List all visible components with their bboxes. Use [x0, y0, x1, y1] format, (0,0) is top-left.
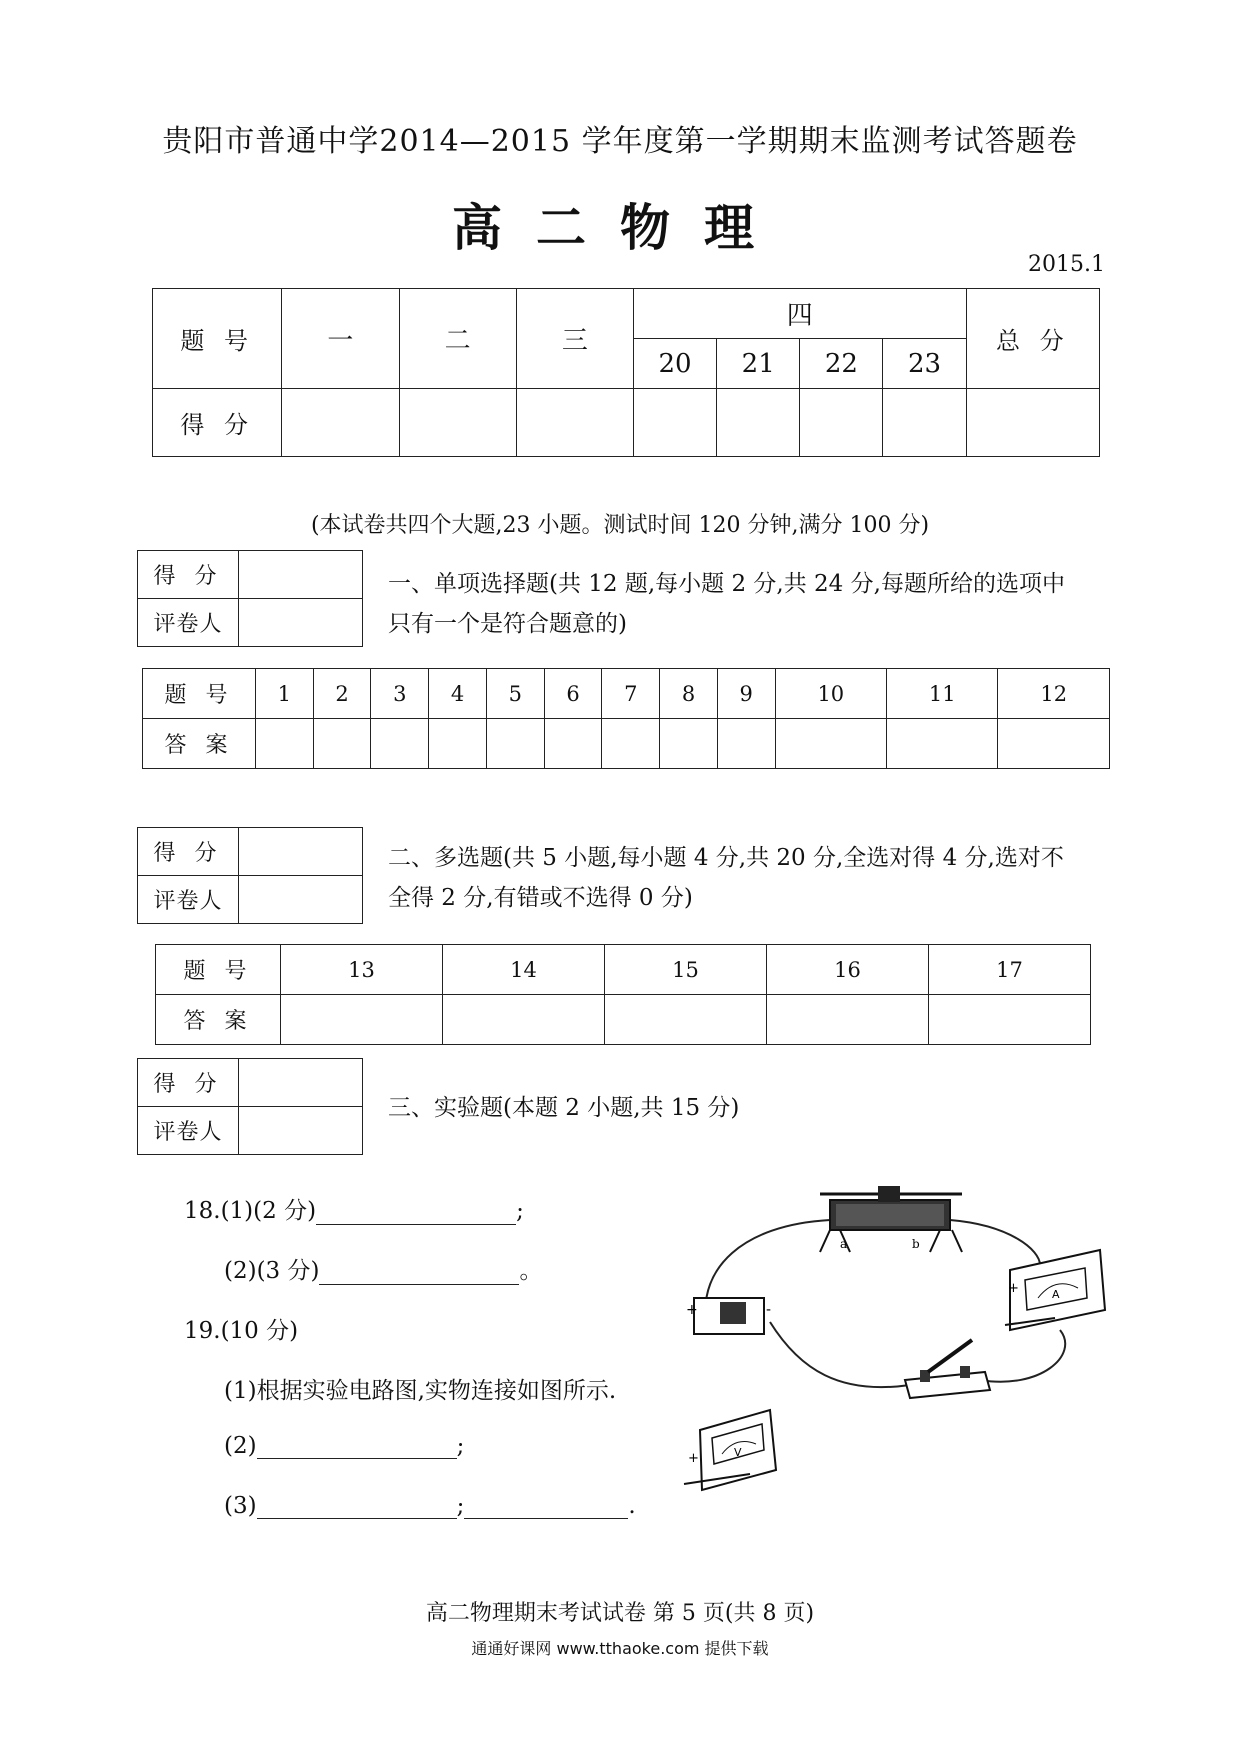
section2-heading-line1: 二、多选题(共 5 小题,每小题 4 分,共 20 分,全选对得 4 分,选对不	[388, 845, 1064, 871]
q18-part2	[224, 1252, 542, 1285]
q19-part2-end: ;	[456, 1433, 465, 1459]
s1-q10: 10	[775, 669, 886, 719]
grader-box-2	[137, 827, 363, 924]
circuit-wire	[950, 1220, 1040, 1265]
exam-note: (本试卷共四个大题,23 小题。测试时间 120 分钟,满分 100 分)	[310, 513, 930, 538]
grader-name-cell[interactable]	[239, 1107, 363, 1155]
col-section-four: 四	[633, 289, 966, 339]
col-section-two: 二	[399, 289, 516, 389]
score-cell[interactable]	[800, 389, 883, 457]
circuit-wire	[770, 1322, 910, 1387]
q19-part3-blank2[interactable]	[464, 1492, 628, 1519]
q18-part1	[184, 1192, 524, 1225]
section2-heading	[388, 838, 1118, 918]
s1-q3: 3	[371, 669, 429, 719]
col-q23: 23	[883, 339, 966, 389]
switch-icon	[905, 1340, 990, 1398]
score-cell[interactable]	[717, 389, 800, 457]
q19-part3-label: (3)	[224, 1493, 257, 1519]
col-section-three: 三	[516, 289, 633, 389]
s1-answer-cell[interactable]	[998, 719, 1110, 769]
s1-answer-cell[interactable]	[887, 719, 998, 769]
score-cell[interactable]	[883, 389, 966, 457]
circuit-diagram	[680, 1180, 1160, 1510]
s1-row-label: 题 号	[143, 669, 256, 719]
s1-answer-cell[interactable]	[313, 719, 371, 769]
s1-q6: 6	[544, 669, 602, 719]
row-label-question-no: 题 号	[153, 289, 282, 389]
grader-name-label: 评卷人	[138, 599, 239, 647]
s1-q12: 12	[998, 669, 1110, 719]
subject-title: 高二物理	[452, 198, 788, 257]
grader-score-cell[interactable]	[239, 828, 363, 876]
s2-answer-cell[interactable]	[443, 995, 605, 1045]
section3-heading: 三、实验题(本题 2 小题,共 15 分)	[388, 1095, 740, 1121]
q19-part1: (1)根据实验电路图,实物连接如图所示.	[224, 1378, 617, 1404]
grader-name-label: 评卷人	[138, 876, 239, 924]
s2-answer-cell[interactable]	[767, 995, 929, 1045]
battery-minus: -	[766, 1302, 772, 1318]
rheostat-a-label: a	[840, 1237, 848, 1251]
s1-answer-cell[interactable]	[486, 719, 544, 769]
section2-answer-table	[155, 944, 1091, 1045]
q18-part1-label: 18.(1)(2 分)	[184, 1198, 317, 1224]
q19-label: 19.(10 分)	[184, 1318, 299, 1344]
s2-answer-label: 答 案	[156, 995, 281, 1045]
s2-q13: 13	[281, 945, 443, 995]
q18-part2-end: 。	[519, 1258, 543, 1284]
col-q22: 22	[800, 339, 883, 389]
s1-q9: 9	[717, 669, 775, 719]
s1-q8: 8	[660, 669, 718, 719]
rheostat-icon	[820, 1186, 962, 1252]
grader-box-3	[137, 1058, 363, 1155]
ammeter-icon	[1005, 1250, 1105, 1330]
grader-score-label: 得 分	[138, 551, 239, 599]
q19-part3-end: .	[628, 1493, 636, 1519]
exam-date: 2015.1	[1028, 252, 1105, 277]
grader-score-cell[interactable]	[239, 551, 363, 599]
voltmeter-plus: +	[688, 1451, 699, 1466]
s2-row-label: 题 号	[156, 945, 281, 995]
score-cell[interactable]	[399, 389, 516, 457]
grader-name-label: 评卷人	[138, 1107, 239, 1155]
s2-q14: 14	[443, 945, 605, 995]
grader-score-cell[interactable]	[239, 1059, 363, 1107]
q19-part3-blank1[interactable]	[257, 1492, 457, 1519]
grader-name-cell[interactable]	[239, 876, 363, 924]
s1-answer-cell[interactable]	[602, 719, 660, 769]
rheostat-b-label: b	[912, 1237, 920, 1251]
section1-heading	[388, 564, 1118, 644]
battery-icon	[686, 1298, 771, 1334]
grader-score-label: 得 分	[138, 1059, 239, 1107]
s1-answer-cell[interactable]	[717, 719, 775, 769]
battery-plus: +	[686, 1302, 698, 1318]
col-total: 总 分	[966, 289, 1099, 389]
section1-answer-table	[142, 668, 1110, 769]
ammeter-plus: +	[1008, 1281, 1019, 1296]
s1-answer-cell[interactable]	[256, 719, 314, 769]
s1-q7: 7	[602, 669, 660, 719]
col-q21: 21	[717, 339, 800, 389]
s2-answer-cell[interactable]	[929, 995, 1091, 1045]
s1-answer-cell[interactable]	[775, 719, 886, 769]
score-cell[interactable]	[282, 389, 399, 457]
s2-answer-cell[interactable]	[281, 995, 443, 1045]
q19-part3	[224, 1492, 636, 1519]
exam-title: 贵阳市普通中学2014—2015 学年度第一学期期末监测考试答题卷	[162, 124, 1078, 159]
s1-q4: 4	[429, 669, 487, 719]
voltmeter-letter: V	[734, 1446, 742, 1459]
row-label-score: 得 分	[153, 389, 282, 457]
q18-part2-label: (2)(3 分)	[224, 1258, 320, 1284]
ammeter-letter: A	[1052, 1288, 1060, 1301]
grader-score-label: 得 分	[138, 828, 239, 876]
q18-part1-end: ;	[516, 1198, 524, 1224]
s1-q1: 1	[256, 669, 314, 719]
s2-q15: 15	[605, 945, 767, 995]
q19-part3-mid: ;	[456, 1493, 465, 1519]
q19-part2-label: (2)	[224, 1433, 257, 1459]
section1-heading-line1: 一、单项选择题(共 12 题,每小题 2 分,共 24 分,每题所给的选项中	[388, 571, 1065, 597]
grader-name-cell[interactable]	[239, 599, 363, 647]
score-cell[interactable]	[633, 389, 716, 457]
s1-q2: 2	[313, 669, 371, 719]
score-cell[interactable]	[516, 389, 633, 457]
s1-q11: 11	[887, 669, 998, 719]
s1-q5: 5	[486, 669, 544, 719]
s1-answer-label: 答 案	[143, 719, 256, 769]
s2-q17: 17	[929, 945, 1091, 995]
s1-answer-cell[interactable]	[429, 719, 487, 769]
source-footer: 通通好课网 www.tthaoke.com 提供下载	[471, 1639, 769, 1658]
section2-heading-line2: 全得 2 分,有错或不选得 0 分)	[388, 885, 693, 911]
s1-answer-cell[interactable]	[371, 719, 429, 769]
score-summary-table	[152, 288, 1100, 457]
page-footer: 高二物理期末考试试卷 第 5 页(共 8 页)	[425, 1601, 815, 1626]
s1-answer-cell[interactable]	[544, 719, 602, 769]
grader-box-1	[137, 550, 363, 647]
section1-heading-line2: 只有一个是符合题意的)	[388, 611, 627, 637]
score-cell[interactable]	[966, 389, 1099, 457]
col-q20: 20	[633, 339, 716, 389]
s1-answer-cell[interactable]	[660, 719, 718, 769]
s2-q16: 16	[767, 945, 929, 995]
q19-part2	[224, 1432, 464, 1459]
voltmeter-icon	[684, 1410, 776, 1490]
s2-answer-cell[interactable]	[605, 995, 767, 1045]
q18-part1-blank[interactable]	[316, 1198, 516, 1225]
circuit-wire	[980, 1330, 1065, 1382]
col-section-one: 一	[282, 289, 399, 389]
q18-part2-blank[interactable]	[319, 1258, 519, 1285]
q19-part2-blank[interactable]	[257, 1432, 457, 1459]
